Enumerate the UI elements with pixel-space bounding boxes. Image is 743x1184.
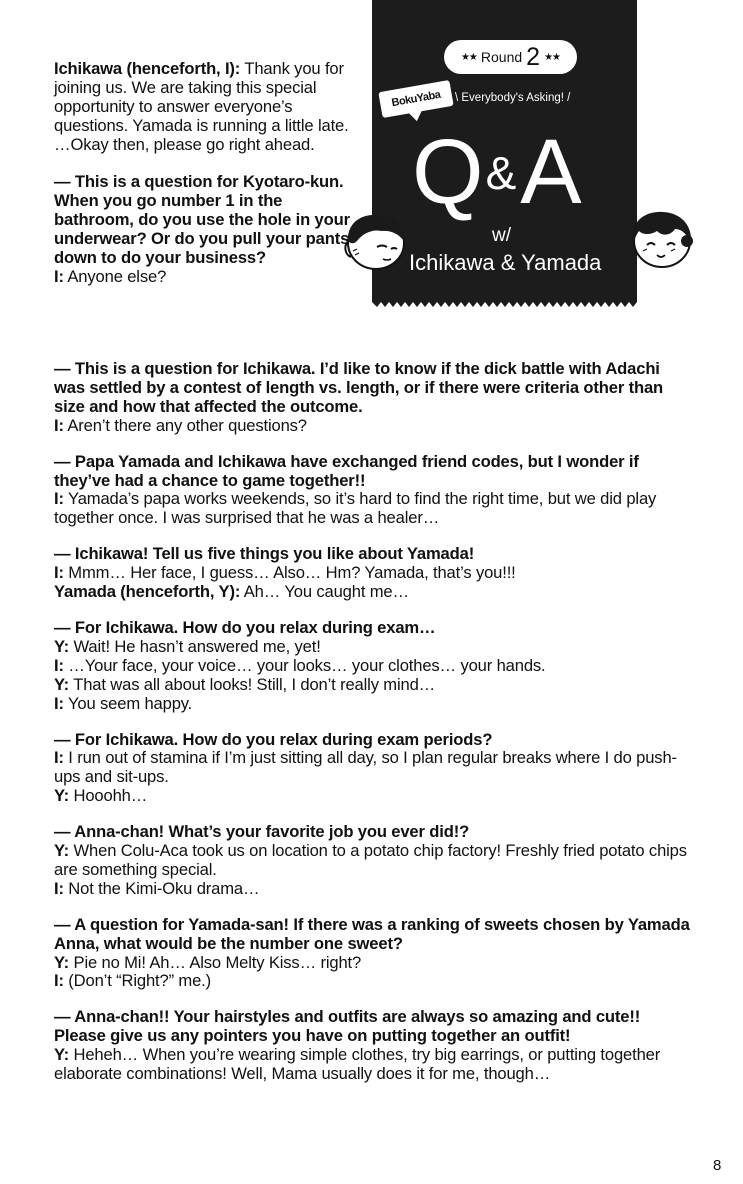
question-text: — Anna-chan!! Your hairstyles and outfits are always so amazing and cute!! Please give us any pointers you have on putting together an outfit! [54,1007,641,1046]
answer-prefix: I: [54,878,64,898]
answer-line [54,787,694,806]
question-text: — For Ichikawa. How do you relax during exam periods? [54,729,493,749]
intro-question: — This is a question for Kyotaro-kun. When you go number 1 in the bathroom, do you use the hole in your underwear? Or do you pull your pants down to do your business? [54,172,350,268]
answer-line [54,417,694,436]
intro-text: Thank you for joining us. We are taking this special opportunity to answer everyone’s questions. Yamada is running a little late. …Okay then, please go right ahead. [54,59,349,154]
answer-line [54,749,694,787]
qa-list [54,360,694,1101]
answer-prefix: Y: [54,636,70,656]
answer-prefix: I: [54,655,64,675]
answer-text: Ah… You caught me… [240,582,409,602]
answer-line [54,1046,694,1084]
answer-text: (Don’t “Right?” me.) [63,971,211,991]
answer-line [54,657,694,676]
answer-prefix: Y: [54,1045,70,1065]
question-text: — Ichikawa! Tell us five things you like about Yamada! [54,544,475,564]
round-label: Round [480,49,523,65]
answer-text: Anyone else? [63,266,167,286]
intro-speaker: Ichikawa (henceforth, I): [54,59,241,78]
qa-item [54,1008,694,1084]
qa-item [54,619,694,714]
question-text: — For Ichikawa. How do you relax during exam… [54,617,436,637]
bokuyaba-tag: BokuYaba [378,80,453,118]
qa-logo-q: Q [412,121,482,223]
answer-prefix: Y: [54,786,70,806]
answer-prefix: Y: [54,952,70,972]
answer-line [54,695,694,714]
answer-line [54,490,694,528]
answer-line [54,564,694,583]
yamada-face-icon [627,207,697,271]
intro-section [54,60,354,287]
answer-prefix: I: [54,415,64,435]
qa-logo-a: A [520,121,580,223]
answer-text: Yamada’s papa works weekends, so it’s hard to find the right time, but we did play together once. I was surprised that he was a healer… [54,489,657,528]
question-text: — Anna-chan! What’s your favorite job you ever did!? [54,822,470,842]
qa-logo-amp: & [485,147,517,199]
question-text: — A question for Yamada-san! If there was a ranking of sweets chosen by Yamada Anna, what would be the number one sweet? [54,914,690,953]
qa-item [54,731,694,807]
answer-prefix: I: [54,489,64,509]
round-number: 2 [526,42,541,71]
qa-item [54,453,694,529]
header-zigzag-edge [372,300,637,308]
answer-text: I run out of stamina if I’m just sitting all day, so I plan regular breaks where I do push-ups and sit-ups. [54,748,677,787]
page-number: 8 [713,1157,722,1174]
answer-line [54,676,694,695]
answer-text: Hooohh… [69,786,148,806]
answer-text: Pie no Mi! Ah… Also Melty Kiss… right? [69,952,362,972]
answer-prefix: I: [54,563,64,583]
answer-line [54,972,694,991]
question-text: — Papa Yamada and Ichikawa have exchanged friend codes, but I wonder if they’ve had a chance to game together!! [54,451,639,490]
answer-line [54,842,694,880]
intro-answer [54,268,354,287]
qa-item [54,545,694,602]
answer-line [54,954,694,973]
question-text: — This is a question for Ichikawa. I’d like to know if the dick battle with Adachi was settled by a contest of length vs. length, or if there were criteria other than size and how that affected the outcome. [54,359,664,416]
names-text: Ichikawa & Yamada [409,250,602,275]
answer-prefix: I: [54,971,64,991]
answer-line [54,638,694,657]
answer-prefix: I: [54,266,64,286]
answer-text: Mmm… Her face, I guess… Also… Hm? Yamada, that’s you!!! [63,563,516,583]
answer-text: Aren’t there any other questions? [63,415,307,435]
answer-prefix: Y: [54,674,70,694]
intro-paragraph [54,60,354,155]
answer-prefix: I: [54,693,64,713]
answer-prefix: Yamada (henceforth, Y): [54,582,241,602]
header-subtitle: \ Everybody's Asking! / [455,92,571,104]
answer-prefix: Y: [54,841,70,861]
header-panel [372,0,637,300]
answer-line [54,880,694,899]
answer-text: Not the Kimi-Oku drama… [63,878,260,898]
answer-text: When Colu-Aca took us on location to a potato chip factory! Freshly fried potato chips are something special. [54,841,687,879]
qa-item [54,360,694,436]
answer-prefix: I: [54,748,64,768]
qa-item [54,916,694,992]
round-badge [444,40,577,74]
qa-item [54,823,694,899]
qa-logo [412,122,612,222]
answer-line [54,583,694,602]
stars-right: ★★ [544,51,561,63]
with-text: w/ [492,225,511,246]
answer-text: Wait! He hasn’t answered me, yet! [69,636,321,656]
answer-text: You seem happy. [63,693,193,713]
answer-text: Heheh… When you’re wearing simple clothes, try big earrings, or putting together elaborate combinations! Well, Mama usually does it for me, though… [54,1045,661,1084]
stars-left: ★★ [460,51,477,63]
answer-text: That was all about looks! Still, I don’t really mind… [69,674,436,694]
answer-text: …Your face, your voice… your looks… your clothes… your hands. [63,655,546,675]
